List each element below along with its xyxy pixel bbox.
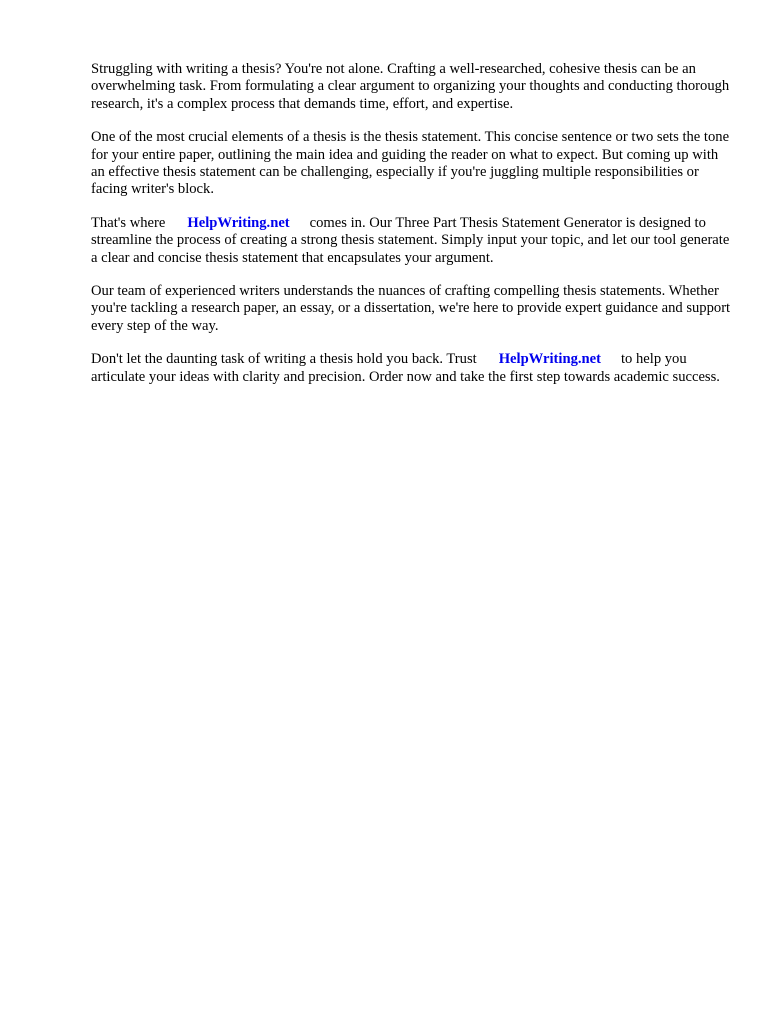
document-body — [91, 61, 731, 402]
helpwriting-link[interactable]: HelpWriting.net — [498, 351, 601, 368]
paragraph-text-after-link: comes in. Our Three Part Thesis Statement Generator is designed to streamline the process of creating a strong thesis statement. Simply input your topic, and let our tool generate a clear and concise thesis statement that encapsulates your argument. — [91, 214, 730, 266]
helpwriting-link[interactable]: HelpWriting.net — [187, 214, 290, 231]
paragraph-text-before-link: Don't let the daunting task of writing a thesis hold you back. Trust — [91, 351, 477, 368]
paragraph-text-before-link: That's where — [91, 214, 166, 231]
paragraph-team: Our team of experienced writers understands the nuances of crafting compelling thesis statements. Whether you're tackling a research paper, an essay, or a dissertation, we're here to provide expert guidance and support every step of the way. — [91, 283, 731, 334]
paragraph-call-to-action — [91, 351, 731, 386]
paragraph-text-after-link: to help you articulate your ideas with clarity and precision. Order now and take the first step towards academic success. — [91, 351, 720, 385]
paragraph-intro: Struggling with writing a thesis? You're not alone. Crafting a well-researched, cohesive thesis can be an overwhelming task. From formulating a clear argument to organizing your thoughts and conducting thorough research, it's a complex process that demands time, effort, and expertise. — [91, 61, 730, 112]
paragraph-thesis-statement: One of the most crucial elements of a thesis is the thesis statement. This concise sentence or two sets the tone for your entire paper, outlining the main idea and guiding the reader on what to expect. But coming up with an effective thesis statement can be challenging, especially if you're juggling multiple responsibilities or facing writer's block. — [91, 129, 730, 198]
paragraph-service-intro — [91, 215, 731, 267]
